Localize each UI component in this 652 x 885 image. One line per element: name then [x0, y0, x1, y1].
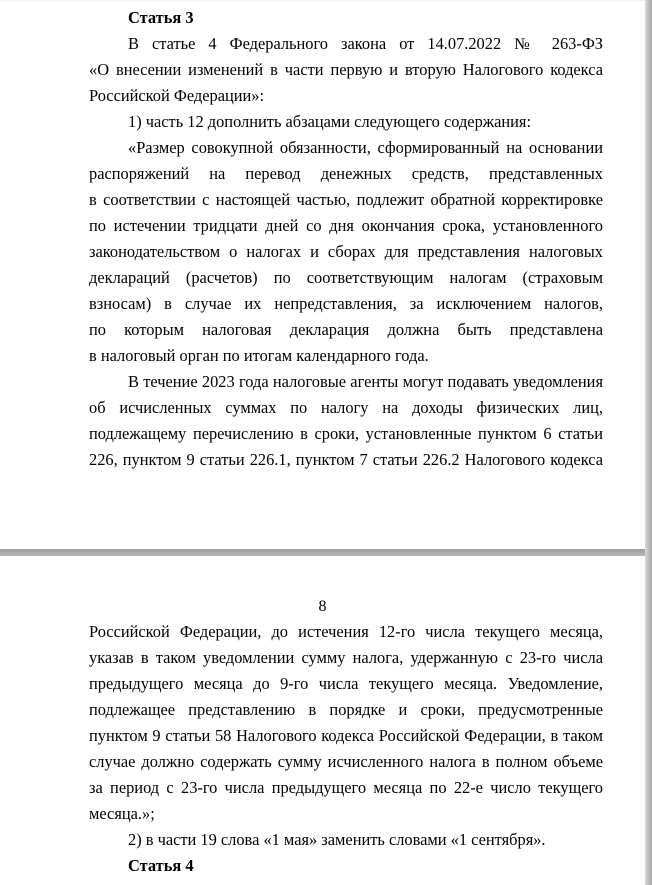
text-line: в налоговый орган по итогам календарного года. [89, 346, 429, 365]
text-line: «Размер совокупной обязанности, сформированный на основании [128, 138, 603, 157]
viewer-scroll-edge [645, 0, 652, 885]
text-line: Российской Федерации»: [89, 86, 265, 105]
text-line: по истечении тридцати дней со дня окончания срока, установленного [89, 216, 603, 235]
text-line: 2) в части 19 слова «1 мая» заменить словами «1 сентября». [128, 830, 546, 849]
text-line: предыдущего месяца до 9-го числа текущего месяца. Уведомление, [89, 674, 603, 693]
text-line: 226, пунктом 9 статьи 226.1, пунктом 7 статьи 226.2 Налогового кодекса [89, 450, 603, 469]
article-heading: Статья 4 [128, 856, 194, 875]
page-lower-text [89, 619, 603, 879]
text-line: случае должно содержать сумму исчисленного налога в полном объеме [89, 752, 603, 771]
text-line: В статье 4 Федерального закона от 14.07.2022 № 263-ФЗ [128, 34, 603, 53]
page-edge [0, 0, 645, 1]
text-line: в соответствии с настоящей частью, подлежит обратной корректировке [89, 190, 603, 209]
text-line: подлежащее представлению в порядке и сроки, предусмотренные [89, 700, 603, 719]
text-line: взносам) в случае их непредставления, за исключением налогов, [89, 294, 603, 313]
text-line: 1) часть 12 дополнить абзацами следующего содержания: [128, 112, 532, 131]
article-heading: Статья 3 [128, 8, 194, 27]
text-line: пунктом 9 статьи 58 Налогового кодекса Российской Федерации, в таком [89, 726, 603, 745]
text-line: по которым налоговая декларация должна быть представлена [89, 320, 603, 339]
text-line: за период с 23-го числа предыдущего месяца по 22-е число текущего [89, 778, 603, 797]
text-line: деклараций (расчетов) по соответствующим налогам (страховым [89, 268, 603, 287]
text-line: «О внесении изменений в части первую и вторую Налогового кодекса [89, 60, 603, 79]
page-number: 8 [318, 598, 327, 615]
text-line: законодательством о налогах и сборах для представления налоговых [89, 242, 603, 261]
page-separator [0, 549, 652, 556]
text-line: об исчисленных суммах по налогу на доходы физических лиц, [89, 398, 603, 417]
document-page-lower [0, 556, 645, 885]
text-line: Российской Федерации, до истечения 12-го числа текущего месяца, [89, 622, 603, 641]
text-line: указав в таком уведомлении сумму налога, удержанную с 23-го числа [89, 648, 603, 667]
text-line: распоряжений на перевод денежных средств, представленных [89, 164, 603, 183]
text-line: подлежащему перечислению в сроки, установленные пунктом 6 статьи [89, 424, 603, 443]
text-line: месяца.»; [89, 804, 155, 823]
page-upper-text [89, 5, 603, 473]
text-line: В течение 2023 года налоговые агенты могут подавать уведомления [128, 372, 603, 391]
